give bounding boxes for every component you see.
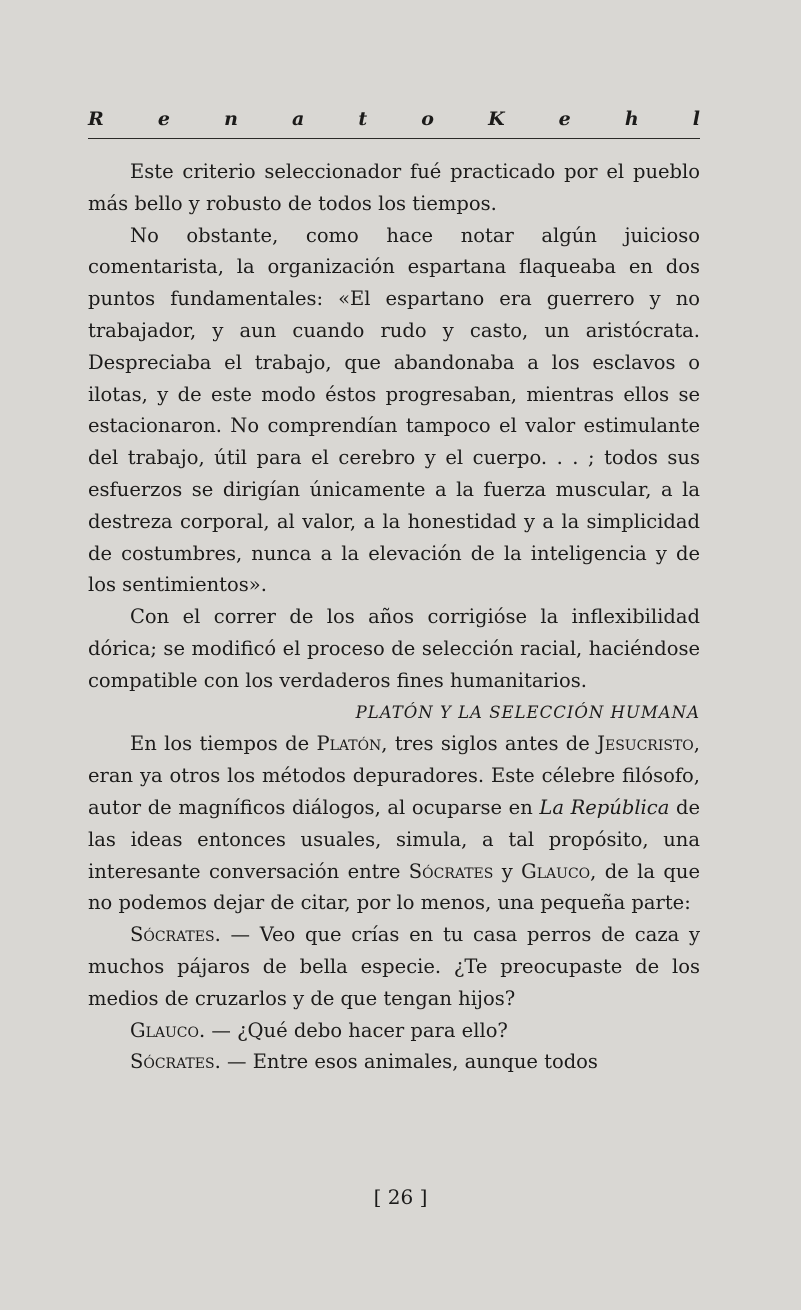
- running-head-letter: e: [558, 108, 571, 130]
- book-title: La República: [539, 795, 670, 819]
- dialogue-text: . — Entre esos animales, aunque todos: [214, 1050, 598, 1074]
- running-head-letter: e: [157, 108, 170, 130]
- text-run: , eran ya otros los métodos depuradores. Este célebre filósofo, autor de magníficos diálogos, al ocuparse en: [88, 732, 700, 819]
- paragraph: Este criterio seleccionador fué practicado por el pueblo más bello y robusto de todos los tiempos.: [88, 160, 700, 215]
- speaker-name: Glauco: [130, 1018, 199, 1042]
- running-head-letter: l: [692, 108, 700, 130]
- running-head-letter: R: [88, 108, 104, 130]
- speaker-name: Sócrates: [130, 923, 215, 947]
- running-head-letter: K: [488, 108, 505, 130]
- paragraph: Con el correr de los años corrigióse la inflexibilidad dórica; se modificó el proceso de selección racial, haciéndose compatible con los verdaderos fines humanitarios.: [88, 605, 700, 692]
- dialogue-line: [88, 1015, 700, 1047]
- running-head: [88, 108, 700, 130]
- name-socrates: Sócrates: [408, 859, 494, 883]
- page-number: [ 26 ]: [373, 1185, 428, 1209]
- name-glauco: Glauco: [521, 859, 591, 883]
- body-text: [88, 156, 700, 1078]
- section-heading: PLATÓN Y LA SELECCIÓN HUMANA: [355, 702, 700, 722]
- running-head-letter: t: [358, 108, 368, 130]
- running-head-letter: h: [624, 108, 639, 130]
- dialogue-line: [88, 1046, 700, 1078]
- name-platon: Platón: [316, 732, 382, 756]
- running-head-letter: a: [292, 108, 305, 130]
- dialogue-text: . — ¿Qué debo hacer para ello?: [198, 1018, 508, 1042]
- dialogue-text: . — Veo que crías en tu casa perros de caza y muchos pájaros de bella especie. ¿Te preocupaste de los medios de cruzarlos y de que tengan hijos?: [88, 923, 700, 1010]
- speaker-name: Sócrates: [130, 1050, 215, 1074]
- running-head-letter: n: [224, 108, 238, 130]
- header-rule: [88, 138, 700, 139]
- dialogue-line: [88, 919, 700, 1014]
- paragraph: [88, 728, 700, 919]
- text-run: , tres siglos antes de: [381, 732, 598, 756]
- text-run: de las ideas entonces usuales, simula, a tal propósito, una interesante conversación entre: [88, 795, 700, 883]
- text-run: En los tiempos de: [130, 732, 317, 756]
- text-run: y: [493, 859, 522, 883]
- paragraph: No obstante, como hace notar algún juicioso comentarista, la organización espartana flaqueaba en dos puntos fundamentales: «El espartano era guerrero y no trabajador, y aun cuando rudo y casto, un aristócrata. Despreciaba el trabajo, que abandonaba a los esclavos o ilotas, y de este modo éstos progresaban, mientras ellos se estacionaron. No comprendían tampoco el valor estimulante del trabajo, útil para el cerebro y el cuerpo. . . ; todos sus esfuerzos se dirigían únicamente a la fuerza muscular, a la destreza corporal, al valor, a la honestidad y a la simplicidad de costumbres, nunca a la elevación de la inteligencia y de los sentimientos».: [88, 223, 700, 597]
- text-run: , de la que no podemos dejar de citar, por lo menos, una pequeña parte:: [88, 859, 700, 915]
- name-jesucristo: Jesucristo: [597, 732, 694, 756]
- running-head-letter: o: [421, 108, 434, 130]
